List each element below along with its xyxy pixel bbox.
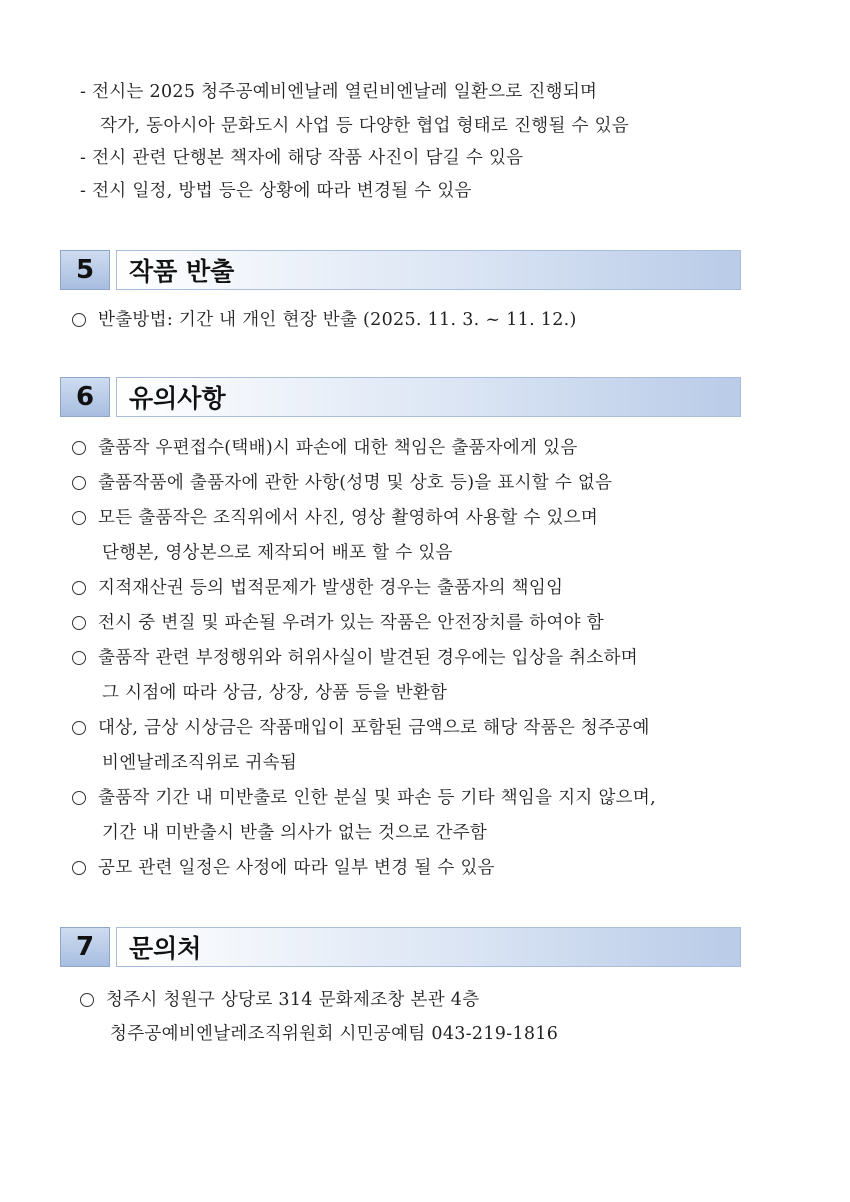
- section-7-header: [60, 927, 741, 967]
- intro-text: 작가, 동아시아 문화도시 사업 등 다양한 협업 형태로 진행될 수 있음: [100, 116, 630, 136]
- item-text: 출품작 기간 내 미반출로 인한 분실 및 파손 등 기타 책임을 지지 않으며,: [98, 788, 656, 808]
- item-text: 전시 중 변질 및 파손될 우려가 있는 작품은 안전장치를 하여야 함: [98, 613, 604, 633]
- item-text: 출품작품에 출품자에 관한 사항(성명 및 상호 등)을 표시할 수 없음: [98, 473, 613, 493]
- circle-bullet-icon: [80, 993, 94, 1007]
- item-text: 비엔날레조직위로 귀속됨: [102, 753, 298, 773]
- circle-bullet-icon: [72, 511, 86, 525]
- intro-text: 전시 관련 단행본 책자에 해당 작품 사진이 담길 수 있음: [92, 148, 524, 168]
- circle-bullet-icon: [72, 441, 86, 455]
- item-text: 출품작 우편접수(택배)시 파손에 대한 책임은 출품자에게 있음: [98, 438, 578, 458]
- circle-bullet-icon: [72, 476, 86, 490]
- intro-text: 전시는 2025 청주공예비엔날레 열린비엔날레 일환으로 진행되며: [92, 82, 598, 102]
- address-text: 청주시 청원구 상당로 314 문화제조창 본관 4층: [106, 990, 480, 1010]
- item-text: 지적재산권 등의 법적문제가 발생한 경우는 출품자의 책임임: [98, 578, 564, 598]
- section-title: 작품 반출: [116, 250, 741, 290]
- section-6-item-continuation: [102, 681, 447, 705]
- item-text: 그 시점에 따라 상금, 상장, 상품 등을 반환함: [102, 683, 448, 703]
- item-text: 단행본, 영상본으로 제작되어 배포 할 수 있음: [102, 543, 453, 563]
- circle-bullet-icon: [72, 581, 86, 595]
- section-title: 문의처: [116, 927, 741, 967]
- dash-marker: -: [80, 181, 93, 201]
- contact-info: [110, 1022, 558, 1046]
- item-text: 모든 출품작은 조직위에서 사진, 영상 촬영하여 사용할 수 있으며: [98, 508, 599, 528]
- section-6-item: [72, 786, 656, 810]
- dash-marker: -: [80, 148, 93, 168]
- section-6-item-continuation: [102, 821, 487, 845]
- item-text: 공모 관련 일정은 사정에 따라 일부 변경 될 수 있음: [98, 858, 495, 878]
- section-6-item-continuation: [102, 541, 453, 565]
- section-6-item: [72, 856, 495, 880]
- section-5-header: [60, 250, 741, 290]
- section-5-item: [72, 308, 577, 332]
- section-number: 5: [60, 250, 110, 290]
- section-6-item: [72, 506, 598, 530]
- contact-text: 청주공예비엔날레조직위원회 시민공예팀 043-219-1816: [110, 1024, 559, 1044]
- intro-text: 전시 일정, 방법 등은 상황에 따라 변경될 수 있음: [92, 181, 472, 201]
- intro-line-3: [80, 146, 523, 170]
- section-6-item: [72, 611, 604, 635]
- section-6-item: [72, 716, 650, 740]
- circle-bullet-icon: [72, 721, 86, 735]
- contact-address: [80, 988, 479, 1012]
- circle-bullet-icon: [72, 651, 86, 665]
- circle-bullet-icon: [72, 861, 86, 875]
- circle-bullet-icon: [72, 791, 86, 805]
- section-number: 7: [60, 927, 110, 967]
- section-number: 6: [60, 377, 110, 417]
- item-text: 기간 내 미반출시 반출 의사가 없는 것으로 간주함: [102, 823, 488, 843]
- item-text: 반출방법: 기간 내 개인 현장 반출 (2025. 11. 3. ~ 11. 12.): [98, 310, 577, 330]
- section-6-item-continuation: [102, 751, 297, 775]
- section-6-item: [72, 576, 563, 600]
- intro-line-1: [80, 80, 597, 104]
- circle-bullet-icon: [72, 616, 86, 630]
- dash-marker: -: [80, 82, 93, 102]
- section-6-item: [72, 471, 612, 495]
- section-6-item: [72, 436, 578, 460]
- item-text: 출품작 관련 부정행위와 허위사실이 발견된 경우에는 입상을 취소하며: [98, 648, 638, 668]
- intro-line-4: [80, 179, 472, 203]
- intro-line-2: [100, 114, 629, 138]
- item-text: 대상, 금상 시상금은 작품매입이 포함된 금액으로 해당 작품은 청주공예: [98, 718, 650, 738]
- circle-bullet-icon: [72, 313, 86, 327]
- section-6-item: [72, 646, 638, 670]
- section-6-header: [60, 377, 741, 417]
- section-title: 유의사항: [116, 377, 741, 417]
